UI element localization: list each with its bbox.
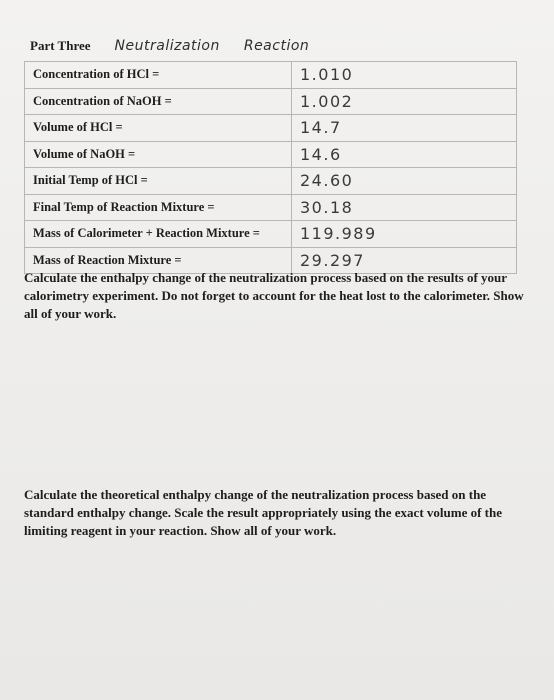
table-row bbox=[25, 115, 517, 142]
table-row bbox=[25, 194, 517, 221]
part-header bbox=[30, 38, 309, 60]
row-label: Initial Temp of HCl = bbox=[25, 168, 292, 195]
row-label: Concentration of HCl = bbox=[25, 62, 292, 89]
row-value: 29.297 bbox=[292, 247, 517, 274]
table-row bbox=[25, 221, 517, 248]
table-row bbox=[25, 88, 517, 115]
row-value: 1.002 bbox=[292, 88, 517, 115]
row-label: Concentration of NaOH = bbox=[25, 88, 292, 115]
row-label: Volume of NaOH = bbox=[25, 141, 292, 168]
handwritten-title-neutralization: Neutralization bbox=[114, 38, 220, 54]
row-value: 1.010 bbox=[292, 62, 517, 89]
part-title: Part Three bbox=[30, 38, 91, 53]
row-label: Volume of HCl = bbox=[25, 115, 292, 142]
data-table bbox=[24, 61, 517, 274]
handwritten-title-reaction: Reaction bbox=[243, 38, 310, 54]
row-value: 14.6 bbox=[292, 141, 517, 168]
row-value: 30.18 bbox=[292, 194, 517, 221]
row-value: 119.989 bbox=[292, 221, 517, 248]
table-row bbox=[25, 62, 517, 89]
row-label: Mass of Calorimeter + Reaction Mixture = bbox=[25, 221, 292, 248]
row-value: 14.7 bbox=[292, 115, 517, 142]
row-value: 24.60 bbox=[292, 168, 517, 195]
theoretical-enthalpy-question: Calculate the theoretical enthalpy change of the neutralization process based on the standard enthalpy change. Scale the result appropriately using the exact volume of the limiting reagent in your reaction. Show all of your work. bbox=[24, 487, 502, 538]
row-label: Final Temp of Reaction Mixture = bbox=[25, 194, 292, 221]
row-label: Mass of Reaction Mixture = bbox=[25, 247, 292, 274]
table-row bbox=[25, 141, 517, 168]
table-row bbox=[25, 168, 517, 195]
experimental-enthalpy-question: Calculate the enthalpy change of the neutralization process based on the results of your calorimetry experiment. Do not forget to account for the heat lost to the calorimeter. Show all of your work. bbox=[24, 270, 524, 321]
